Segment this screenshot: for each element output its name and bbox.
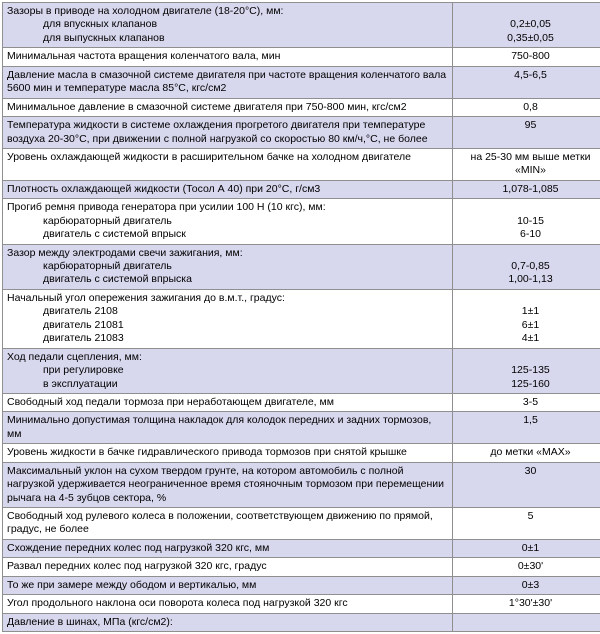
parameter-label: Развал передних колес под нагрузкой 320 кгс, градус: [7, 560, 267, 572]
table-row: [3, 148, 600, 180]
parameter-value: 5: [457, 510, 600, 523]
parameter-sublabel: в эксплуатации: [7, 378, 448, 391]
parameter-value-cell: [453, 558, 600, 576]
parameter-value: 95: [457, 119, 600, 132]
parameter-value-cell: [453, 244, 600, 289]
parameter-value-cell: [453, 148, 600, 180]
parameter-value: 0,35±0,05: [457, 32, 600, 45]
parameter-value-cell: [453, 444, 600, 462]
parameter-value-cell: [453, 393, 600, 411]
parameter-sublabel: двигатель с системой впрыск: [7, 228, 448, 241]
parameter-value-cell: [453, 289, 600, 348]
parameter-value: 0±1: [457, 542, 600, 555]
table-row: [3, 508, 600, 540]
table-row: [3, 595, 600, 613]
specification-table: [2, 2, 600, 632]
parameter-value: 1,00-1,13: [457, 273, 600, 286]
table-row: [3, 117, 600, 149]
parameter-label-cell: [3, 613, 453, 631]
parameter-label: Начальный угол опережения зажигания до в.м.т., градус:: [7, 292, 285, 304]
parameter-label: Свободный ход рулевого колеса в положении, соответствующем движению по прямой, градус, не более: [7, 510, 433, 535]
parameter-label-cell: [3, 199, 453, 244]
table-row: [3, 613, 600, 631]
parameter-value: 6±1: [457, 319, 600, 332]
table-row: [3, 180, 600, 198]
parameter-value-cell: [453, 613, 600, 631]
parameter-label-cell: [3, 289, 453, 348]
parameter-sublabel: для выпускных клапанов: [7, 32, 448, 45]
parameter-label-cell: [3, 576, 453, 594]
parameter-label-cell: [3, 412, 453, 444]
parameter-label: Свободный ход педали тормоза при неработающем двигателе, мм: [7, 396, 334, 408]
parameter-sublabel: двигатель 21083: [7, 332, 448, 345]
parameter-label: Схождение передних колес под нагрузкой 320 кгс, мм: [7, 542, 269, 554]
parameter-label-cell: [3, 444, 453, 462]
parameter-value: 10-15: [457, 215, 600, 228]
table-row: [3, 199, 600, 244]
parameter-value-cell: [453, 180, 600, 198]
table-row: [3, 539, 600, 557]
parameter-label: Максимальный уклон на сухом твердом грунте, на котором автомобиль с полной нагрузкой удерживается неограниченное время стояночным тормозом при перемещении рычага на 4-5 зубцов сектора, %: [7, 465, 444, 504]
parameter-label-cell: [3, 539, 453, 557]
parameter-value: 1°30'±30': [457, 597, 600, 610]
parameter-value-cell: [453, 595, 600, 613]
table-row: [3, 412, 600, 444]
parameter-label-cell: [3, 558, 453, 576]
table-row: [3, 3, 600, 48]
parameter-label: Зазоры в приводе на холодном двигателе (18-20°С), мм:: [7, 5, 283, 17]
parameter-value-cell: [453, 348, 600, 393]
parameter-label-cell: [3, 180, 453, 198]
parameter-value: 1±1: [457, 305, 600, 318]
parameter-value: 750-800: [457, 50, 600, 63]
parameter-value-cell: [453, 48, 600, 66]
table-row: [3, 244, 600, 289]
parameter-sublabel: двигатель с системой впрыска: [7, 273, 448, 286]
parameter-label: Плотность охлаждающей жидкости (Тосол А 40) при 20°С, г/см3: [7, 183, 320, 195]
table-row: [3, 48, 600, 66]
parameter-value: 0,7-0,85: [457, 260, 600, 273]
parameter-value: на 25-30 мм выше метки: [457, 151, 600, 164]
parameter-label: Уровень жидкости в бачке гидравлического привода тормозов при снятой крышке: [7, 446, 407, 458]
parameter-value: 4±1: [457, 332, 600, 345]
parameter-label: Минимальное давление в смазочной системе двигателя при 750-800 мин, кгс/см2: [7, 101, 407, 113]
parameter-value: до метки «МАХ»: [457, 446, 600, 459]
parameter-value: 0±3: [457, 579, 600, 592]
parameter-label-cell: [3, 508, 453, 540]
parameter-value: 1,078-1,085: [457, 183, 600, 196]
parameter-value-cell: [453, 3, 600, 48]
parameter-label: Уровень охлаждающей жидкости в расширительном бачке на холодном двигателе: [7, 151, 411, 163]
parameter-label-cell: [3, 66, 453, 98]
parameter-label-cell: [3, 244, 453, 289]
parameter-value: «MIN»: [457, 164, 600, 177]
parameter-value-cell: [453, 117, 600, 149]
parameter-label: Прогиб ремня привода генератора при усилии 100 Н (10 кгс), мм:: [7, 201, 326, 213]
parameter-value: 1,5: [457, 414, 600, 427]
parameter-label: Зазор между электродами свечи зажигания, мм:: [7, 247, 243, 259]
parameter-value-cell: [453, 412, 600, 444]
parameter-value: 125-135: [457, 364, 600, 377]
parameter-label-cell: [3, 3, 453, 48]
parameter-sublabel: при регулировке: [7, 364, 448, 377]
parameter-label: Угол продольного наклона оси поворота колеса под нагрузкой 320 кгс: [7, 597, 348, 609]
parameter-label: Температура жидкости в системе охлаждения прогретого двигателя при температуре воздуха 20-30°С, при движении с полной нагрузкой со скоростью 80 км/ч,°С, не более: [7, 119, 428, 144]
parameter-sublabel: двигатель 2108: [7, 305, 448, 318]
parameter-value: 3-5: [457, 396, 600, 409]
parameter-value: 6-10: [457, 228, 600, 241]
parameter-value-cell: [453, 576, 600, 594]
parameter-value-cell: [453, 508, 600, 540]
table-row: [3, 393, 600, 411]
parameter-value-cell: [453, 98, 600, 116]
table-row: [3, 558, 600, 576]
parameter-label: Минимально допустимая толщина накладок для колодок передних и задних тормозов, мм: [7, 414, 431, 439]
parameter-sublabel: карбюраторный двигатель: [7, 215, 448, 228]
parameter-value: 125-160: [457, 378, 600, 391]
parameter-label-cell: [3, 462, 453, 507]
parameter-label-cell: [3, 348, 453, 393]
parameter-label-cell: [3, 148, 453, 180]
parameter-label-cell: [3, 595, 453, 613]
parameter-label-cell: [3, 393, 453, 411]
table-row: [3, 462, 600, 507]
parameter-sublabel: для впускных клапанов: [7, 18, 448, 31]
table-row: [3, 444, 600, 462]
parameter-label: Ход педали сцепления, мм:: [7, 351, 142, 363]
parameter-sublabel: двигатель 21081: [7, 319, 448, 332]
parameter-value: 0±30': [457, 560, 600, 573]
table-row: [3, 66, 600, 98]
parameter-value-cell: [453, 199, 600, 244]
parameter-value-cell: [453, 462, 600, 507]
parameter-label: Давление масла в смазочной системе двигателя при частоте вращения коленчатого вала 5600 мин и температуре масла 85°С, кгс/см2: [7, 69, 446, 94]
parameter-label-cell: [3, 117, 453, 149]
parameter-value: 30: [457, 465, 600, 478]
parameter-label-cell: [3, 98, 453, 116]
table-row: [3, 576, 600, 594]
parameter-label-cell: [3, 48, 453, 66]
parameter-value: 0,8: [457, 101, 600, 114]
parameter-value-cell: [453, 539, 600, 557]
table-body: [3, 3, 600, 632]
parameter-value: 4,5-6,5: [457, 69, 600, 82]
parameter-label: Давление в шинах, МПа (кгс/см2):: [7, 616, 173, 628]
parameter-sublabel: карбюраторный двигатель: [7, 260, 448, 273]
parameter-value-cell: [453, 66, 600, 98]
parameter-value: 0,2±0,05: [457, 18, 600, 31]
parameter-label: Минимальная частота вращения коленчатого вала, мин: [7, 50, 280, 62]
parameter-label: То же при замере между ободом и вертикалью, мм: [7, 579, 256, 591]
table-row: [3, 348, 600, 393]
table-row: [3, 98, 600, 116]
table-row: [3, 289, 600, 348]
